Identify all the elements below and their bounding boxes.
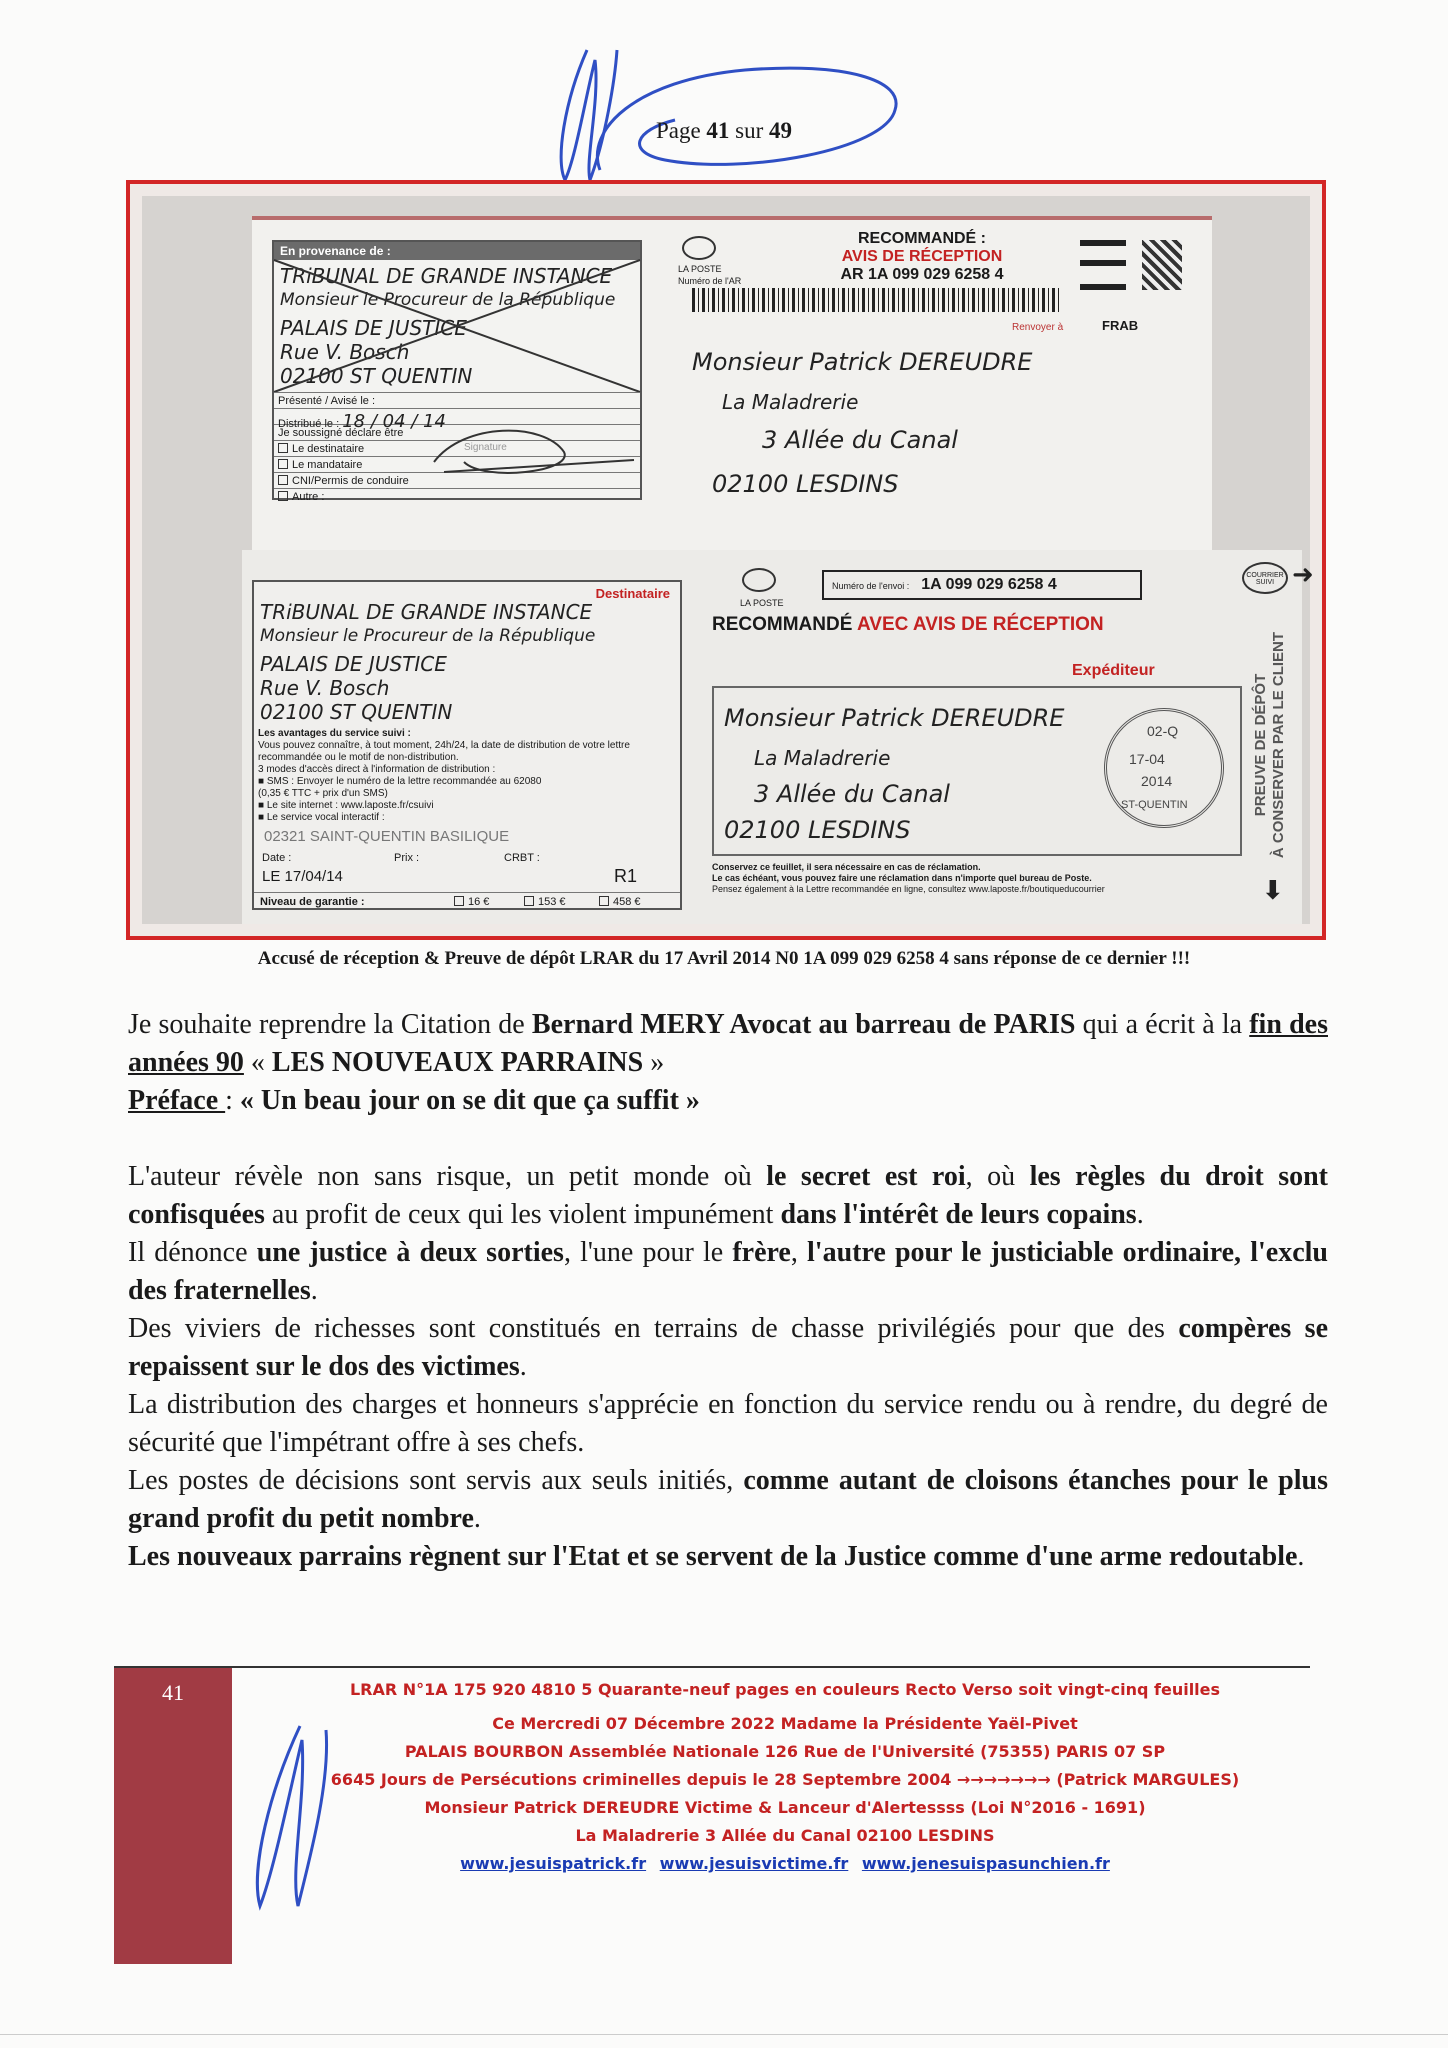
- postmark-stamp: 02-Q 17-04 2014 ST-QUENTIN: [1104, 708, 1224, 828]
- paragraph-postes: Les postes de décisions sont servis aux seuls initiés, comme autant de cloisons étanches pour le plus grand profit du petit nombre.: [128, 1465, 1328, 1534]
- destinataire-box: Destinataire TRiBUNAL DE GRANDE INSTANCE Monsieur le Procureur de la République PALAIS DE JUSTICE Rue V. Bosch 02100 ST QUENTIN Les avantages du service suivi : Vous pouvez connaître, à tout moment, 24h/24, la date de distribution de votre lettre recommandée ou le motif de non-distribution. 3 modes d'accès direct à l'information de distribution : ■ SMS : Envoyer le numéro de la lettre recommandée au 62080 (0,35 € TTC + prix d'un SMS) ■ Le site internet : www.laposte.fr/csuivi ■ Le service vocal interactif : 02321 SAINT-QUENTIN BASILIQUE Date : LE 17/04/14 Prix : CRBT : R1 Niveau de garantie : 16 € 153 € 458 €: [252, 580, 682, 910]
- poste-label: LA POSTE: [740, 598, 784, 608]
- avantages-info: Les avantages du service suivi : Vous pouvez connaître, à tout moment, 24h/24, la date de distribution de votre lettre recommandée ou le motif de non-distribution. 3 modes d'accès direct à l'information de distribution : ■ SMS : Envoyer le numéro de la lettre recommandée au 62080 (0,35 € TTC + prix d'un SMS) ■ Le site internet : www.laposte.fr/csuivi ■ Le service vocal interactif :: [258, 728, 630, 823]
- option-mandataire: Le mandataire: [274, 456, 640, 472]
- courrier-suivi-badge: COURRIER SUIVI: [1242, 562, 1288, 594]
- footer-line: PALAIS BOURBON Assemblée Nationale 126 Rue de l'Université (75355) PARIS 07 SP: [404, 1742, 1166, 1761]
- garantie-label: Niveau de garantie :: [260, 896, 365, 908]
- dest-line: TRiBUNAL DE GRANDE INSTANCE: [260, 600, 593, 624]
- signature-mark: [545, 40, 925, 190]
- destinataire-label: Destinataire: [595, 586, 670, 601]
- garantie-16: 16 €: [454, 896, 489, 908]
- la-poste-logo: [682, 236, 716, 260]
- preuve-vertical-label: PREUVE DE DÉPÔT À CONSERVER PAR LE CLIENT: [1252, 631, 1287, 859]
- arrow-right-icon: ➜: [1292, 560, 1314, 590]
- scan-edge: [0, 2034, 1448, 2035]
- paragraph-justice: Il dénonce une justice à deux sorties, l'une pour le frère, l'autre pour le justiciable ordinaire, l'exclu des fraternelles.: [128, 1237, 1328, 1306]
- paragraph-parrains: Les nouveaux parrains règnent sur l'Etat et se servent de la Justice comme d'une arme redoutable.: [128, 1541, 1305, 1572]
- sender-line: 02100 ST QUENTIN: [280, 364, 473, 388]
- exp-line: Monsieur Patrick DEREUDRE: [724, 704, 1065, 732]
- strike-cross: [274, 260, 640, 392]
- signature-scribble: [424, 422, 644, 492]
- post-office: 02321 SAINT-QUENTIN BASILIQUE: [264, 828, 510, 845]
- pd-footnote: Conservez ce feuillet, il sera nécessaire en cas de réclamation. Le cas échéant, vous pouvez faire une réclamation dans n'importe quel bureau de Poste. Pensez également à la Lettre recommandée en ligne, consultez www.laposte.fr/boutiqueducourrier: [712, 862, 1105, 894]
- option-destinataire: Le destinataire: [274, 440, 640, 456]
- sender-line: Monsieur le Procureur de la République: [280, 290, 616, 310]
- preuve-depot-card: [242, 550, 1314, 924]
- ar-subtitle: AVIS DE RÉCEPTION: [841, 248, 1003, 265]
- deposit-date: LE 17/04/14: [262, 868, 343, 885]
- expediteur-box: [712, 686, 1242, 856]
- sender-line: TRiBUNAL DE GRANDE INSTANCE: [280, 264, 613, 288]
- footer-info: [260, 1676, 1310, 1878]
- sender-line: Rue V. Bosch: [280, 340, 410, 364]
- sort-mark: [1080, 240, 1126, 290]
- prix-label: Prix :: [394, 852, 420, 864]
- frab-label: FRAB: [1102, 318, 1139, 333]
- link-jenesuispasunchien[interactable]: www.jenesuispasunchien.fr: [861, 1854, 1110, 1873]
- photo-caption: Accusé de réception & Preuve de dépôt LRAR du 17 Avril 2014 N0 1A 099 029 6258 4 sans réponse de ce dernier !!!: [257, 948, 1191, 969]
- footer-line: 6645 Jours de Persécutions criminelles depuis le 28 Septembre 2004 →→→→→→→ (Patrick MARGULES): [330, 1770, 1240, 1789]
- footer-line: Ce Mercredi 07 Décembre 2022 Madame la Présidente Yaël-Pivet: [492, 1714, 1078, 1733]
- exp-line: 02100 LESDINS: [724, 816, 911, 844]
- qr-code: [1142, 240, 1182, 290]
- pd-title: RECOMMANDÉ AVEC AVIS DE RÉCEPTION: [712, 614, 1104, 635]
- exp-line: La Maladrerie: [754, 746, 891, 770]
- signature-label: Signature: [464, 442, 507, 453]
- option-autre: Autre :: [274, 488, 640, 504]
- footer-links: [260, 1850, 1310, 1878]
- sender-box: [272, 240, 642, 503]
- page-header: Page 41 sur 49: [655, 118, 793, 143]
- body-text: [128, 1006, 1328, 1576]
- footer-page-box: [114, 1668, 232, 1964]
- sender-label: En provenance de :: [274, 242, 640, 260]
- footer-line: LRAR N°1A 175 920 4810 5 Quarante-neuf pages en couleurs Recto Verso soit vingt-cinq feuilles: [349, 1680, 1221, 1699]
- paragraph-auteur: L'auteur révèle non sans risque, un petit monde où le secret est roi, où les règles du droit sont confisquées au profit de ceux qui les violent impunément dans l'intérêt de leurs copains.: [128, 1161, 1329, 1230]
- paragraph-preface: Préface : « Un beau jour on se dit que ça suffit »: [128, 1085, 700, 1116]
- link-jesuisvictime[interactable]: www.jesuisvictime.fr: [659, 1854, 849, 1873]
- pd-address-area: [712, 560, 1242, 920]
- barcode: [692, 288, 1062, 312]
- avis-reception-card: [252, 216, 1212, 576]
- paragraph-distribution: La distribution des charges et honneurs s'apprécie en fonction du service rendu ou à rendre, du degré de sécurité que l'impétrant offre à ses chefs.: [128, 1389, 1328, 1458]
- sender-line: PALAIS DE JUSTICE: [280, 316, 467, 340]
- recipient-line: 3 Allée du Canal: [762, 426, 958, 454]
- ar-address-area: [672, 230, 1192, 550]
- dest-line: Rue V. Bosch: [260, 676, 390, 700]
- link-jesuispatrick[interactable]: www.jesuispatrick.fr: [460, 1854, 647, 1873]
- r1-label: R1: [614, 866, 638, 886]
- poste-label: LA POSTE: [678, 264, 722, 274]
- presente-field: Présenté / Avisé le :: [274, 392, 640, 408]
- garantie-458: 458 €: [599, 896, 641, 908]
- receipt-photo-frame: [126, 180, 1326, 940]
- dest-line: 02100 ST QUENTIN: [260, 700, 453, 724]
- exp-line: 3 Allée du Canal: [754, 780, 950, 808]
- recipient-line: 02100 LESDINS: [712, 470, 899, 498]
- ar-title: RECOMMANDÉ :: [858, 230, 986, 247]
- footer-page-number: 41: [162, 1680, 184, 1705]
- crbt-label: CRBT :: [504, 852, 540, 864]
- la-poste-logo: [742, 568, 776, 592]
- dest-line: Monsieur le Procureur de la République: [260, 626, 596, 646]
- recipient-line: Monsieur Patrick DEREUDRE: [692, 348, 1033, 376]
- footer-line: La Maladrerie 3 Allée du Canal 02100 LESDINS: [575, 1826, 995, 1845]
- dest-line: PALAIS DE JUSTICE: [260, 652, 447, 676]
- paragraph-viviers: Des viviers de richesses sont constitués en terrains de chasse privilégiés pour que des compères se repaissent sur le dos des victimes.: [128, 1313, 1329, 1382]
- renvoyer-label: Renvoyer à: [1012, 322, 1064, 333]
- footer-line: Monsieur Patrick DEREUDRE Victime & Lanceur d'Alertessss (Loi N°2016 - 1691): [424, 1798, 1146, 1817]
- expediteur-label: Expéditeur: [1072, 662, 1155, 679]
- option-cni: CNI/Permis de conduire: [274, 472, 640, 488]
- distribue-field: Distribué le : 18 / 04 / 14: [274, 408, 640, 424]
- garantie-153: 153 €: [524, 896, 566, 908]
- arrow-down-icon: ⬇: [1262, 876, 1284, 906]
- ar-number: AR 1A 099 029 6258 4: [840, 266, 1004, 283]
- receipt-photo: [142, 196, 1314, 924]
- ar-num-label: Numéro de l'AR: [678, 276, 742, 286]
- footer-rule: [114, 1666, 1310, 1668]
- soussigne-field: Je soussigné déclare être: [274, 424, 640, 440]
- paragraph-citation: Je souhaite reprendre la Citation de Bernard MERY Avocat au barreau de PARIS qui a écrit à la fin des années 90 « LES NOUVEAUX PARRAINS »: [128, 1009, 1328, 1078]
- envoi-number: Numéro de l'envoi : 1A 099 029 6258 4: [822, 570, 1142, 600]
- recipient-line: La Maladrerie: [722, 390, 859, 414]
